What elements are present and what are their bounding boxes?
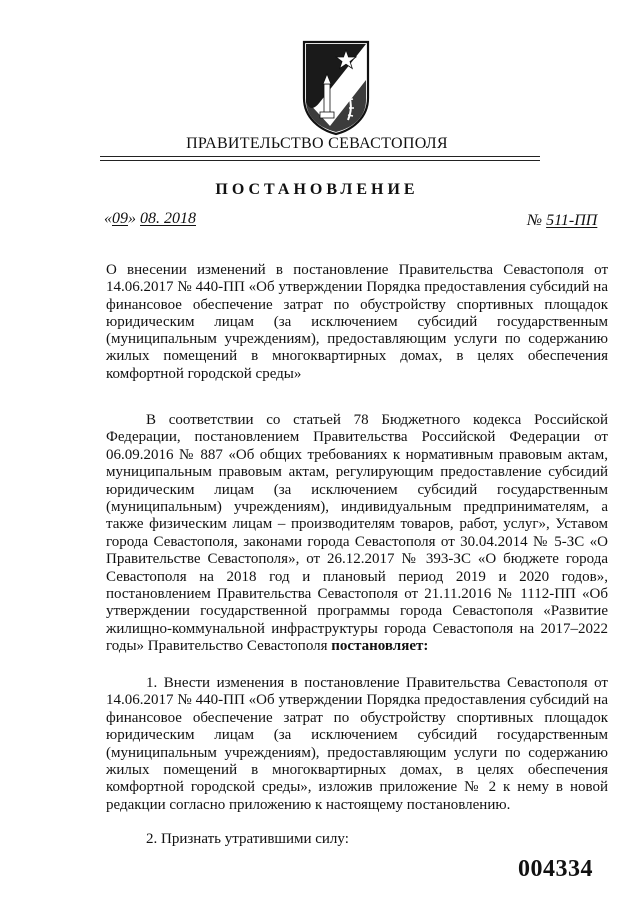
decision-word: постановляет:: [331, 638, 429, 655]
date-close-quote: »: [128, 210, 140, 227]
sevastopol-coat-of-arms-icon: [300, 40, 372, 136]
header-rule-thin: [100, 160, 540, 161]
preamble-text: В соответствии со статьей 78 Бюджетного кодекса Российской Федерации, постановлением Правительства Российской Федерации от 06.09.2016 № 887 «Об общих требованиях к нормативным правовым актам, муниципальным правовым актам, регулирующим предоставление субсидий юридическим лицам (за исключением субсидий государственным (муниципальным) учреждениям), индивидуальным предпринимателям, а также физическим лицам – производителям товаров, работ, услуг», Уставом города Севастополя, законами города Севастополя от 30.04.2014 № 5-ЗС «О Правительстве Севастополя», от 26.12.2017 № 393-ЗС «О бюджете города Севастополя на 2018 год и плановый период 2019 и 2020 годов», постановлением Правительства Севастополя от 21.11.2016 № 1112-ПП «Об утверждении государственной программы города Севастополя «Развитие жилищно-коммунальной инфраструктуры города Севастополя на 2017–2022 годы» Правительство Севастополя: [106, 412, 608, 655]
document-number: [527, 212, 597, 230]
date-month-year: 08. 2018: [140, 210, 196, 227]
number-value: 511-ПП: [546, 212, 598, 229]
header-rule-thick: [100, 156, 540, 157]
list-item-2: 2. Признать утратившими силу:: [146, 831, 349, 847]
date-open-quote: «: [104, 210, 112, 227]
document-date: [104, 210, 196, 228]
form-serial-number: 004334: [518, 856, 593, 882]
number-sign: №: [527, 212, 547, 229]
document-title: О внесении изменений в постановление Правительства Севастополя от 14.06.2017 № 440-ПП «Об утверждении Порядка предоставления субсидий на финансовое обеспечение затрат по обустройству спортивных площадок юридическим лицам (за исключением субсидий государственным (муниципальным учреждениям), предоставляющим услуги по содержанию жилых помещений в многоквартирных домах, в целях обеспечения комфортной городской среды»: [106, 262, 608, 382]
date-day: 09: [112, 210, 128, 227]
list-item-1: 1. Внести изменения в постановление Правительства Севастополя от 14.06.2017 № 440-ПП «Об утверждении Порядка предоставления субсидий на финансовое обеспечение затрат по обустройству спортивных площадок юридическим лицам (за исключением субсидий государственным (муниципальным учреждениям), предоставляющим услуги по содержанию жилых помещений в многоквартирных домах, в целях обеспечения комфортной городской среды», изложив приложение № 2 к нему в новой редакции согласно приложению к настоящему постановлению.: [106, 675, 608, 813]
government-title: ПРАВИТЕЛЬСТВО СЕВАСТОПОЛЯ: [186, 135, 448, 152]
preamble-paragraph: [106, 412, 608, 656]
document-type-heading: ПОСТАНОВЛЕНИЕ: [215, 181, 419, 198]
